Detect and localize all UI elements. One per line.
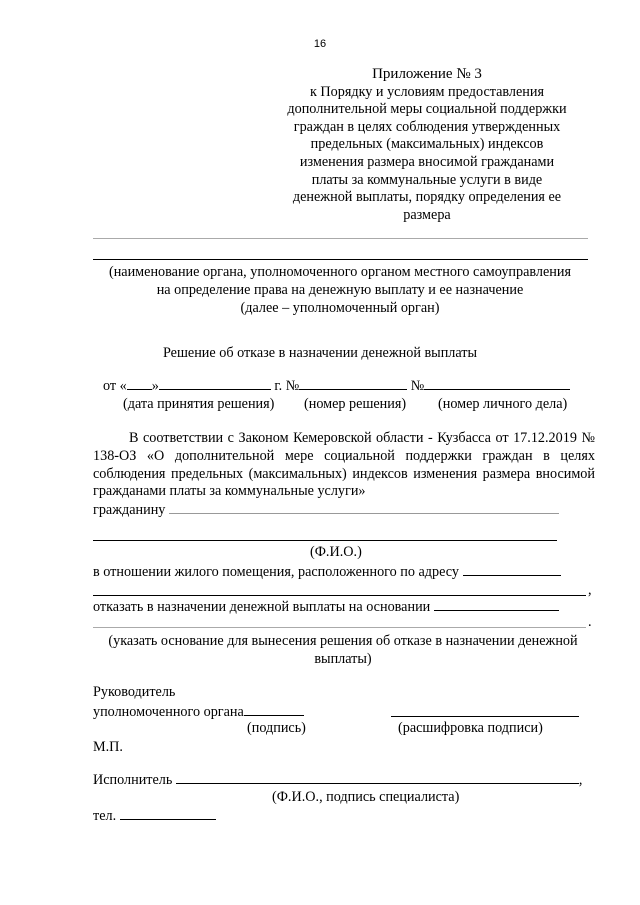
basis-field[interactable] — [434, 598, 559, 611]
premises-label: в отношении жилого помещения, расположенного по адресу — [93, 564, 459, 580]
head-label-1: Руководитель — [93, 684, 176, 700]
org-name-line-2[interactable] — [93, 259, 588, 260]
fio-line[interactable] — [93, 540, 557, 541]
org-caption — [80, 264, 600, 317]
year-label: г. № — [274, 378, 300, 394]
executor-comma: , — [578, 772, 583, 788]
executor-field[interactable] — [176, 771, 579, 784]
phone-field[interactable] — [120, 807, 216, 820]
decoding-caption: (расшифровка подписи) — [398, 720, 543, 736]
month-field[interactable] — [159, 377, 271, 390]
number-caption: (номер решения) — [304, 396, 407, 412]
refuse-label: отказать в назначении денежной выплаты на основании — [93, 599, 431, 615]
number-sign: № — [410, 378, 425, 394]
basis-caption — [88, 633, 598, 669]
signature-field[interactable] — [244, 703, 304, 716]
appendix-line: к Порядку и условиям предоставления — [309, 83, 545, 100]
head-label-2: уполномоченного органа — [93, 704, 244, 720]
phone-line — [93, 807, 216, 825]
head-line — [93, 703, 304, 721]
address-field[interactable] — [463, 563, 561, 576]
citizen-label: гражданину — [93, 502, 166, 518]
file-caption: (номер личного дела) — [438, 396, 568, 412]
executor-label: Исполнитель — [93, 772, 173, 788]
basis-caption-line: (указать основание для вынесения решения об отказе в назначении денежной — [108, 633, 578, 649]
appendix-line: граждан в целях соблюдения утвержденных — [293, 118, 561, 135]
appendix-line: изменения размера вносимой гражданами — [299, 153, 555, 170]
decision-number-field[interactable] — [299, 377, 407, 390]
fio-caption: (Ф.И.О.) — [310, 544, 362, 560]
body-paragraph: В соответствии с Законом Кемеровской области - Кузбасса от 17.12.2019 № 138-ОЗ «О дополнительной мере социальной поддержки граждан в целях соблюдения предельных (максимальных) индексов изменения размера вносимой гражданами платы за коммунальные услуги» — [93, 430, 595, 500]
stamp: М.П. — [93, 739, 123, 755]
executor-line — [93, 771, 582, 789]
comma: , — [588, 582, 592, 598]
signature-caption: (подпись) — [247, 720, 306, 736]
basis-caption-line: выплаты) — [314, 650, 372, 667]
day-field[interactable] — [127, 377, 152, 390]
executor-caption: (Ф.И.О., подпись специалиста) — [272, 789, 460, 805]
appendix-title: Приложение № 3 — [372, 66, 482, 82]
appendix-block — [268, 66, 586, 224]
appendix-line: платы за коммунальные услуги в виде — [311, 171, 543, 188]
decoding-field[interactable] — [391, 716, 579, 717]
refuse-line — [93, 598, 559, 616]
basis-line-2[interactable] — [93, 627, 586, 628]
appendix-line: размера — [403, 206, 451, 223]
from-label: от « — [103, 378, 127, 394]
org-caption-line: (наименование органа, уполномоченного органом местного самоуправления — [108, 264, 572, 280]
personal-file-field[interactable] — [424, 377, 570, 390]
quote-close: » — [151, 378, 159, 394]
premises-line — [93, 563, 561, 581]
citizen-field[interactable] — [169, 501, 559, 514]
page-number: 16 — [313, 38, 327, 50]
phone-label: тел. — [93, 808, 117, 824]
org-name-line-1[interactable] — [93, 238, 588, 239]
appendix-line: предельных (максимальных) индексов — [310, 136, 544, 153]
period: . — [588, 614, 592, 630]
org-caption-line: на определение права на денежную выплату и ее назначение — [156, 281, 524, 298]
org-caption-line: (далее – уполномоченный орган) — [240, 299, 440, 316]
date-caption: (дата принятия решения) — [123, 396, 275, 412]
address-line-2[interactable] — [93, 595, 586, 596]
appendix-line: денежной выплаты, порядку определения ее — [292, 189, 562, 206]
decision-title: Решение об отказе в назначении денежной выплаты — [162, 345, 478, 361]
decision-line — [103, 377, 570, 395]
appendix-line: дополнительной меры социальной поддержки — [287, 101, 567, 118]
citizen-line — [93, 501, 559, 519]
